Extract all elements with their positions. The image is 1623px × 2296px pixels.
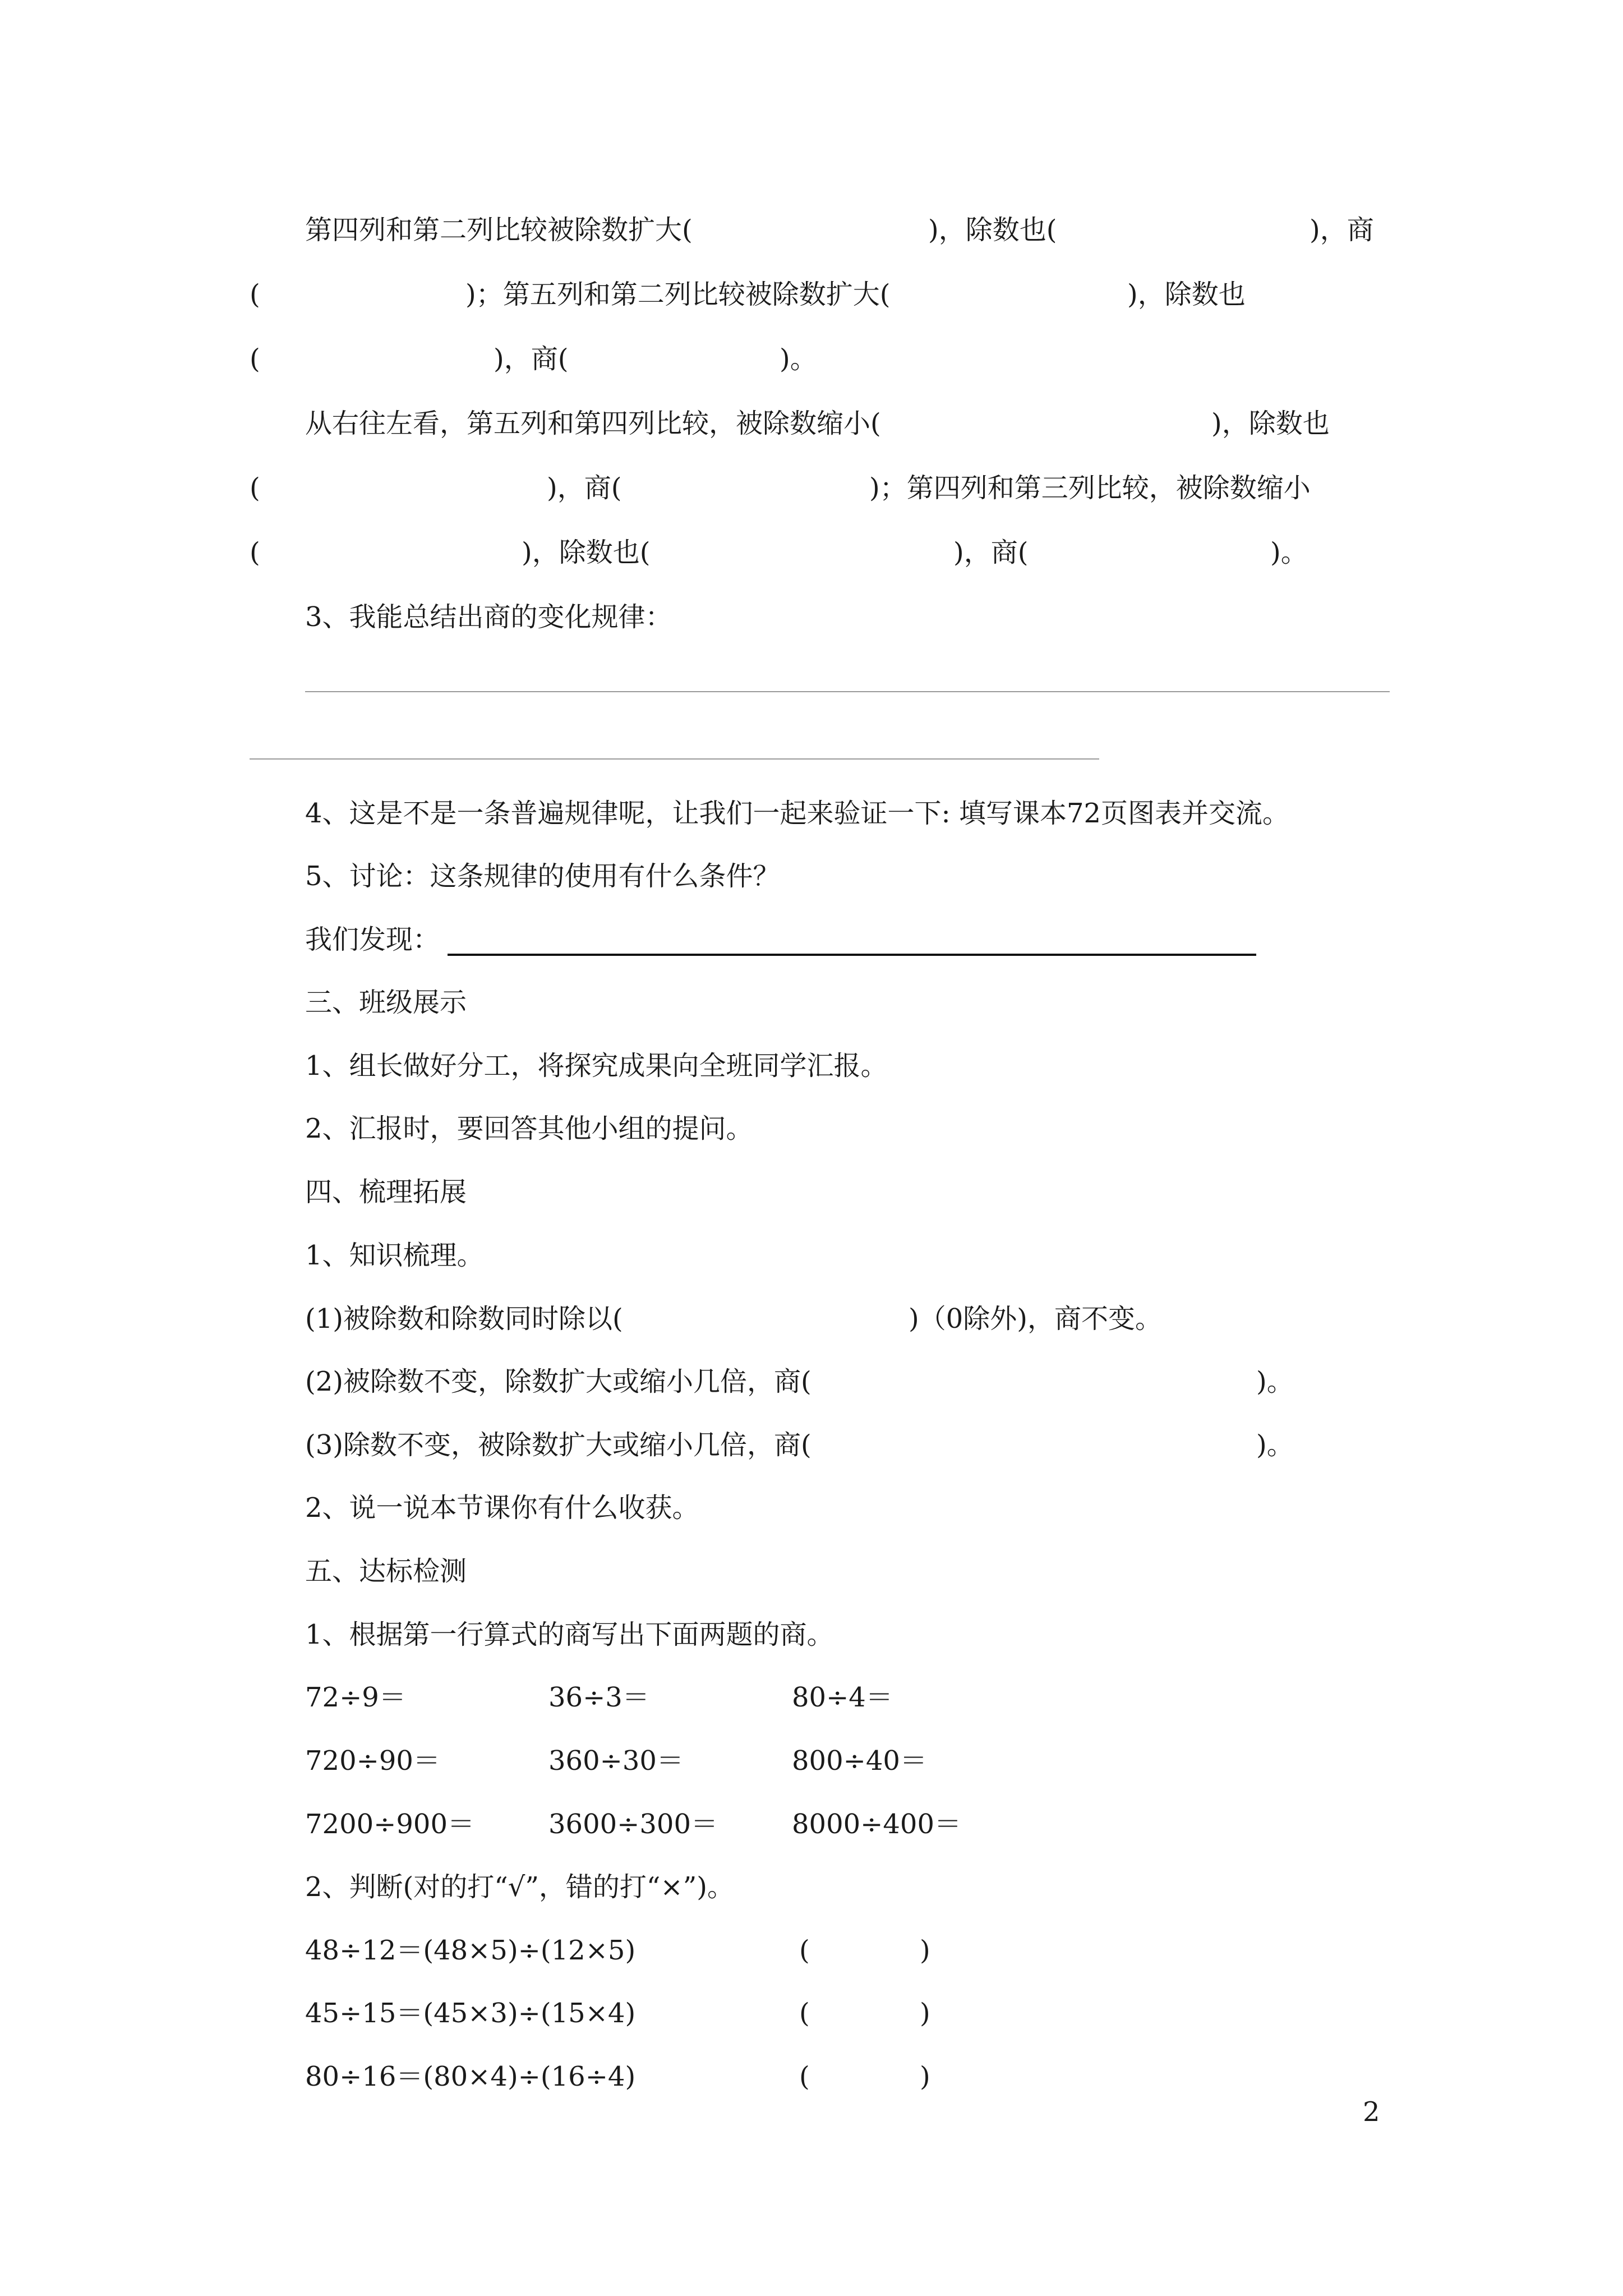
line-divisor-quotient-2 xyxy=(0,527,1623,578)
equation-row-2 xyxy=(0,1736,1623,1786)
text-segment: )。 xyxy=(1256,1366,1294,1397)
answer-paren-open: ( xyxy=(799,2061,810,2092)
equation: 80÷4＝ xyxy=(792,1682,893,1713)
section-heading: 三、班级展示 xyxy=(305,987,467,1018)
text-segment: )（0除外)，商不变。 xyxy=(909,1303,1162,1335)
line-discussion xyxy=(0,851,1623,901)
text-segment: )；第五列和第二列比较被除数扩大( xyxy=(465,279,891,310)
text-segment: )，商( xyxy=(547,472,622,504)
text-segment: ( xyxy=(250,472,260,504)
text-segment: 2、判断(对的打“√”，错的打“×”)。 xyxy=(305,1871,734,1903)
text-segment: (3)除数不变，被除数扩大或缩小几倍，商( xyxy=(305,1429,811,1461)
judgement-row-2 xyxy=(0,1988,1623,2039)
line-summary-prompt xyxy=(0,592,1623,642)
answer-paren-close: ) xyxy=(920,1998,930,2029)
equation: 72÷9＝ xyxy=(305,1682,406,1713)
line-column4-vs-column3 xyxy=(0,463,1623,513)
line-verify xyxy=(0,788,1623,839)
line-column5-vs-column2 xyxy=(0,269,1623,320)
line-harvest xyxy=(0,1483,1623,1533)
text-segment: )，除数也( xyxy=(522,537,651,568)
text-segment: (1)被除数和除数同时除以( xyxy=(305,1303,623,1335)
equation: 36÷3＝ xyxy=(548,1682,649,1713)
equation: 8000÷400＝ xyxy=(792,1809,961,1840)
text-segment: )。 xyxy=(1270,537,1308,568)
text-segment: 4、这是不是一条普遍规律呢，让我们一起来验证一下: 填写课本72页图表并交流。 xyxy=(305,798,1290,829)
we-found-answer-line xyxy=(448,954,1256,956)
judgement-row-1 xyxy=(0,1925,1623,1976)
text-segment: )，商 xyxy=(1310,214,1374,246)
answer-paren-open: ( xyxy=(799,1935,810,1966)
line-answer-questions xyxy=(0,1103,1623,1154)
line-rule-1 xyxy=(0,1294,1623,1344)
text-segment: 3、我能总结出商的变化规律： xyxy=(305,601,672,633)
answer-paren-open: ( xyxy=(799,1998,810,2029)
text-segment: 5、讨论：这条规律的使用有什么条件？ xyxy=(305,861,780,892)
text-segment: 2、汇报时，要回答其他小组的提问。 xyxy=(305,1113,753,1144)
line-rule-3 xyxy=(0,1420,1623,1470)
text-segment: )。 xyxy=(1256,1429,1294,1461)
line-divisor-quotient xyxy=(0,334,1623,384)
line-knowledge-review xyxy=(0,1230,1623,1281)
equation: 7200÷900＝ xyxy=(305,1809,474,1840)
text-segment: 2、说一说本节课你有什么收获。 xyxy=(305,1492,699,1524)
line-right-to-left xyxy=(0,398,1623,449)
line-group-report xyxy=(0,1041,1623,1091)
text-segment: 从右往左看，第五列和第四列比较，被除数缩小( xyxy=(305,408,881,439)
text-segment: 1、组长做好分工，将探究成果向全班同学汇报。 xyxy=(305,1050,888,1082)
text-segment: ( xyxy=(250,537,260,568)
section-heading: 四、梳理拓展 xyxy=(305,1176,467,1208)
equation: 45÷15＝(45×3)÷(15×4) xyxy=(305,1998,636,2029)
line-question-1 xyxy=(0,1609,1623,1660)
text-segment: ( xyxy=(250,279,260,310)
equation: 800÷40＝ xyxy=(792,1745,927,1777)
text-segment: )。 xyxy=(780,343,817,375)
equation: 3600÷300＝ xyxy=(548,1809,718,1840)
equation-row-1 xyxy=(0,1672,1623,1723)
equation: 80÷16＝(80×4)÷(16÷4) xyxy=(305,2061,636,2092)
line-column4-vs-column2 xyxy=(0,205,1623,255)
section-heading: 五、达标检测 xyxy=(305,1556,467,1587)
text-segment: 1、根据第一行算式的商写出下面两题的商。 xyxy=(305,1619,834,1650)
text-segment: )，除数也 xyxy=(1211,408,1330,439)
line-rule-2 xyxy=(0,1356,1623,1407)
text-segment: 1、知识梳理。 xyxy=(305,1240,484,1271)
equation: 360÷30＝ xyxy=(548,1745,684,1777)
section-review xyxy=(0,1167,1623,1217)
text-segment: )；第四列和第三列比较，被除数缩小 xyxy=(869,472,1311,504)
section-test xyxy=(0,1546,1623,1596)
text-segment: ( xyxy=(250,343,260,375)
line-question-2 xyxy=(0,1862,1623,1912)
line-we-found xyxy=(0,914,1623,965)
equation: 48÷12＝(48×5)÷(12×5) xyxy=(305,1935,636,1966)
text-segment: )，除数也 xyxy=(1127,279,1246,310)
answer-rule-2 xyxy=(250,758,1099,760)
answer-rule-1 xyxy=(305,691,1390,692)
section-class-show xyxy=(0,977,1623,1028)
answer-paren-close: ) xyxy=(920,1935,930,1966)
answer-paren-close: ) xyxy=(920,2061,930,2092)
equation: 720÷90＝ xyxy=(305,1745,440,1777)
text-segment: (2)被除数不变，除数扩大或缩小几倍，商( xyxy=(305,1366,811,1397)
page-number: 2 xyxy=(1363,2096,1380,2128)
text-segment: 我们发现： xyxy=(305,924,440,955)
text-segment: )，除数也( xyxy=(928,214,1057,246)
text-segment: )，商( xyxy=(953,537,1029,568)
text-segment: 第四列和第二列比较被除数扩大( xyxy=(305,214,693,246)
equation-row-3 xyxy=(0,1799,1623,1849)
text-segment: )，商( xyxy=(494,343,569,375)
